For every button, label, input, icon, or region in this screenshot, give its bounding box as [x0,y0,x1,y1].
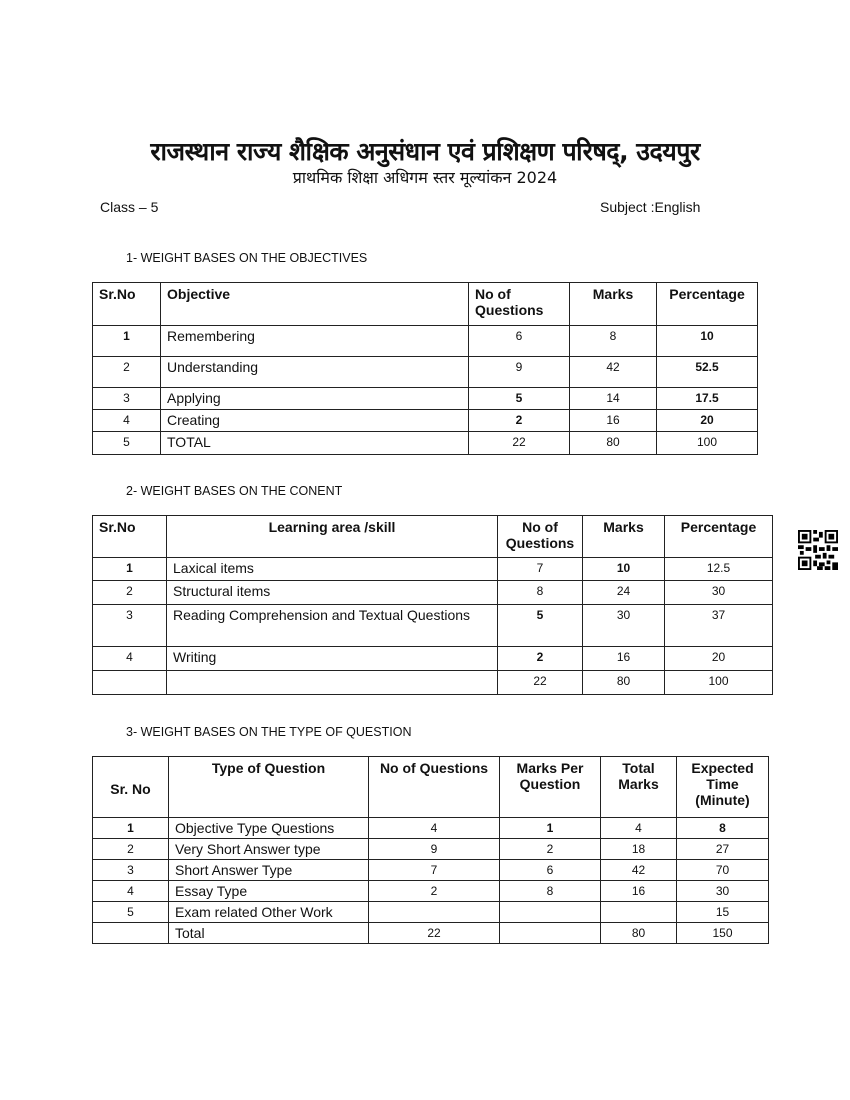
table-cell: 2 [93,357,161,388]
table-cell: 3 [93,388,161,410]
table-row [93,410,758,432]
table-cell: 30 [677,881,769,902]
table-cell: 14 [570,388,657,410]
table-cell: 100 [657,432,758,455]
table-cell: 2 [500,839,601,860]
table-cell [167,671,498,695]
table-cell: 18 [601,839,677,860]
table-cell: 80 [601,923,677,944]
column-header: Total Marks [601,757,677,818]
table-row [93,647,773,671]
class-label: Class – 5 [100,199,159,215]
table-cell: 5 [93,432,161,455]
table-cell: 80 [583,671,665,695]
objectives-table [92,282,758,455]
section-title-content: 2- WEIGHT BASES ON THE CONENT [126,484,343,498]
table-cell: 2 [93,839,169,860]
table-cell: 6 [469,326,570,357]
column-header: Marks Per Question [500,757,601,818]
content-table [92,515,773,695]
column-header: Learning area /skill [167,516,498,558]
table-cell [500,902,601,923]
table-row [93,923,769,944]
table-row [93,902,769,923]
table-cell: 150 [677,923,769,944]
table-cell: 1 [93,326,161,357]
table-row [93,357,758,388]
table-row [93,432,758,455]
subject-label: Subject :English [600,199,701,215]
table-cell: 20 [665,647,773,671]
table-cell: 9 [469,357,570,388]
table-cell: 5 [498,605,583,647]
table-cell [93,671,167,695]
table-cell: 100 [665,671,773,695]
table-cell: Understanding [161,357,469,388]
table-cell: Reading Comprehension and Textual Questions [167,605,498,647]
column-header: No of Questions [469,283,570,326]
table-cell: 2 [498,647,583,671]
table-cell: 8 [500,881,601,902]
table-cell: 3 [93,605,167,647]
table-cell: 22 [469,432,570,455]
table-cell: 8 [498,581,583,605]
table-cell: Laxical items [167,558,498,581]
table-cell: 8 [677,818,769,839]
table-cell: 52.5 [657,357,758,388]
table-cell: 4 [601,818,677,839]
table-cell: 37 [665,605,773,647]
column-header: Marks [583,516,665,558]
section-title-objectives: 1- WEIGHT BASES ON THE OBJECTIVES [126,251,368,265]
table-cell: 16 [570,410,657,432]
table-cell: 15 [677,902,769,923]
table-row [93,581,773,605]
table-cell: 2 [93,581,167,605]
section-title-question-type: 3- WEIGHT BASES ON THE TYPE OF QUESTION [126,725,412,739]
table-cell: 80 [570,432,657,455]
table-cell: 1 [93,558,167,581]
table-cell [93,923,169,944]
table-cell: 4 [93,881,169,902]
table-row [93,605,773,647]
table-cell: 6 [500,860,601,881]
table-cell [369,902,500,923]
table-header-row [93,516,773,558]
column-header: Objective [161,283,469,326]
table-cell: 10 [583,558,665,581]
table-cell: Remembering [161,326,469,357]
table-cell: 7 [498,558,583,581]
table-header-row [93,757,769,818]
table-cell: 2 [469,410,570,432]
table-row [93,860,769,881]
column-header: Expected Time (Minute) [677,757,769,818]
table-cell: Applying [161,388,469,410]
document-subtitle: प्राथमिक शिक्षा अधिगम स्तर मूल्यांकन 2024 [292,168,558,187]
column-header: Percentage [665,516,773,558]
table-cell: 22 [369,923,500,944]
table-cell: 2 [369,881,500,902]
table-cell: Short Answer Type [169,860,369,881]
table-row [93,881,769,902]
table-cell: 10 [657,326,758,357]
table-cell: 22 [498,671,583,695]
table-cell: 16 [583,647,665,671]
table-cell: 5 [93,902,169,923]
table-cell: 20 [657,410,758,432]
table-cell: 17.5 [657,388,758,410]
column-header: Percentage [657,283,758,326]
table-row [93,839,769,860]
table-cell: Structural items [167,581,498,605]
table-cell: 8 [570,326,657,357]
table-cell: 4 [369,818,500,839]
table-cell: TOTAL [161,432,469,455]
table-cell: 1 [93,818,169,839]
qr-code-icon [798,530,838,570]
table-cell [601,902,677,923]
column-header: Sr.No [93,283,161,326]
table-cell: Exam related Other Work [169,902,369,923]
table-cell: Creating [161,410,469,432]
table-cell: 70 [677,860,769,881]
column-header: Sr. No [93,757,169,818]
column-header: Sr.No [93,516,167,558]
table-row [93,326,758,357]
table-cell: Very Short Answer type [169,839,369,860]
table-cell: Objective Type Questions [169,818,369,839]
table-cell: 30 [665,581,773,605]
table-row [93,558,773,581]
table-cell: Essay Type [169,881,369,902]
table-cell: 42 [601,860,677,881]
table-row [93,388,758,410]
table-cell: 9 [369,839,500,860]
table-cell: 42 [570,357,657,388]
column-header: Marks [570,283,657,326]
table-cell: 16 [601,881,677,902]
table-row [93,671,773,695]
table-cell: 24 [583,581,665,605]
table-cell [500,923,601,944]
document-title: राजस्थान राज्य शैक्षिक अनुसंधान एवं प्रशिक्षण परिषद्, उदयपुर [150,137,700,166]
table-cell: 7 [369,860,500,881]
table-cell: 3 [93,860,169,881]
table-cell: 5 [469,388,570,410]
table-row [93,818,769,839]
column-header: No of Questions [498,516,583,558]
table-header-row [93,283,758,326]
table-cell: 4 [93,410,161,432]
table-cell: 4 [93,647,167,671]
table-cell: Total [169,923,369,944]
table-cell: 30 [583,605,665,647]
table-cell: 1 [500,818,601,839]
column-header: Type of Question [169,757,369,818]
question-type-table [92,756,769,944]
table-cell: 27 [677,839,769,860]
column-header: No of Questions [369,757,500,818]
table-cell: 12.5 [665,558,773,581]
table-cell: Writing [167,647,498,671]
